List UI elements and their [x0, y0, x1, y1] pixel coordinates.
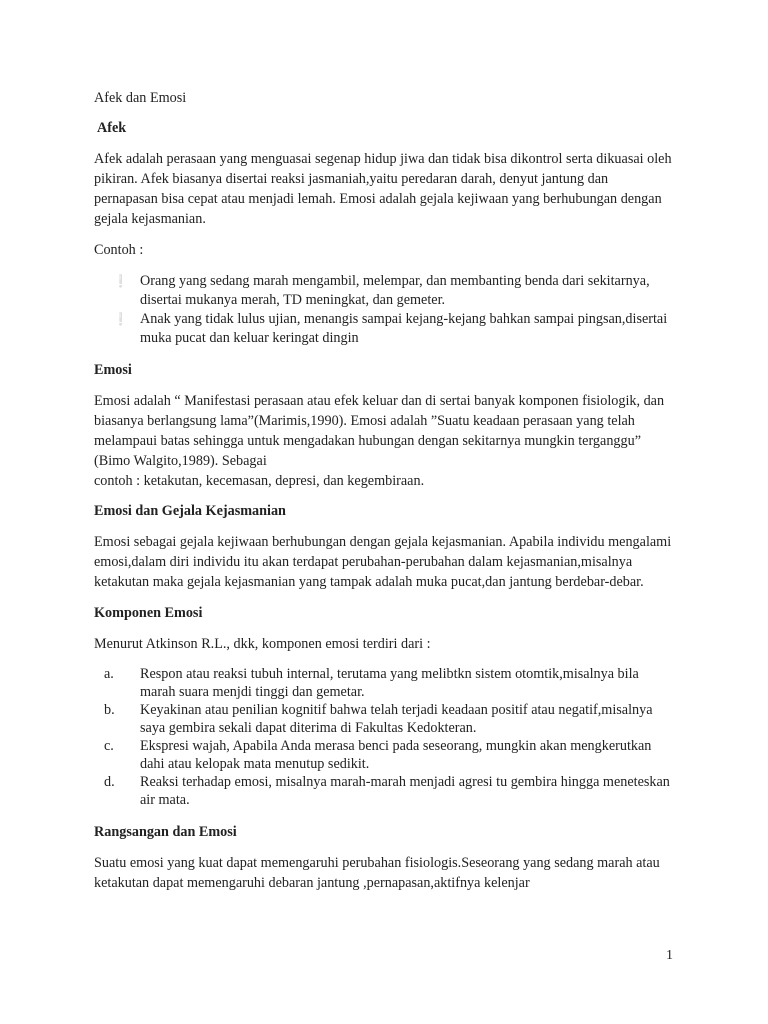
list-item	[94, 737, 674, 773]
list-marker: b.	[104, 702, 115, 718]
list-item	[94, 272, 674, 310]
paragraph-emosi-contoh: contoh : ketakutan, kecemasan, depresi, dan kegembiraan.	[94, 473, 425, 489]
list-marker: a.	[104, 666, 114, 682]
heading-rangsangan-emosi: Rangsangan dan Emosi	[94, 824, 237, 840]
list-item	[94, 665, 674, 701]
list-item-text: Orang yang sedang marah mengambil, melempar, dan membanting benda dari sekitarnya, disertai mukanya merah, TD meningkat, dan gemeter.	[140, 273, 650, 308]
bullet-icon: ❕	[113, 312, 128, 326]
contoh-label: Contoh :	[94, 242, 144, 258]
paragraph-afek: Afek adalah perasaan yang menguasai segenap hidup jiwa dan tidak bisa dikontrol serta dikuasai oleh pikiran. Afek biasanya disertai reaksi jasmaniah,yaitu peredaran darah, denyut jantung dan pernapasan bisa cepat atau menjadi lemah. Emosi adalah gejala kejiwaan yang berhubungan dengan gejala kejasmanian.	[94, 151, 672, 227]
document-title: Afek dan Emosi	[94, 90, 187, 106]
list-item-text: Ekspresi wajah, Apabila Anda merasa benci pada seseorang, mungkin akan mengkerutkan dahi atau kelopak mata menutup sedikit.	[140, 738, 652, 772]
page-number: 1	[666, 948, 673, 963]
bullet-icon: ❕	[113, 274, 128, 288]
list-marker: d.	[104, 774, 115, 790]
list-item	[94, 701, 674, 737]
document-body	[94, 88, 674, 893]
paragraph-emosi-text: Emosi adalah “ Manifestasi perasaan atau efek keluar dan di sertai banyak komponen fisiologik, dan biasanya berlangsung lama”(Marimis,1990). Emosi adalah ”Suatu keadaan perasaan yang telah melampaui batas sehingga untuk mengadakan hubungan dengan sekitarnya mungkin terganggu” (Bimo Walgito,1989). Sebagai	[94, 393, 665, 469]
contoh-bullet-list	[94, 272, 674, 348]
list-item	[94, 773, 674, 809]
paragraph-emosi	[94, 391, 674, 491]
list-item	[94, 310, 674, 348]
heading-emosi: Emosi	[94, 362, 132, 378]
heading-gejala-kejasmanian: Emosi dan Gejala Kejasmanian	[94, 503, 286, 519]
list-item-text: Reaksi terhadap emosi, misalnya marah-marah menjadi agresi tu gembira hingga meneteskan air mata.	[140, 774, 670, 808]
paragraph-komponen-intro: Menurut Atkinson R.L., dkk, komponen emosi terdiri dari :	[94, 636, 431, 652]
list-item-text: Respon atau reaksi tubuh internal, terutama yang melibtkn sistem otomtik,misalnya bila marah suara menjdi tinggi dan gemetar.	[140, 666, 639, 700]
list-marker: c.	[104, 738, 114, 754]
heading-komponen-emosi: Komponen Emosi	[94, 605, 203, 621]
list-item-text: Keyakinan atau penilian kognitif bahwa telah terjadi keadaan positif atau negatif,misalnya saya gembira sekali dapat diterima di Fakultas Kedokteran.	[140, 702, 653, 736]
komponen-list	[94, 665, 674, 809]
paragraph-rangsangan-emosi: Suatu emosi yang kuat dapat memengaruhi perubahan fisiologis.Seseorang yang sedang marah atau ketakutan dapat memengaruhi debaran jantung ,pernapasan,aktifnya kelenjar	[94, 855, 660, 891]
heading-afek: Afek	[97, 120, 127, 136]
paragraph-gejala-kejasmanian: Emosi sebagai gejala kejiwaan berhubungan dengan gejala kejasmanian. Apabila individu mengalami emosi,dalam diri individu itu akan terdapat perubahan-perubahan dalam kejasmanian,misalnya ketakutan maka gejala kejasmanian yang tampak adalah muka pucat,dan jantung berdebar-debar.	[94, 534, 672, 590]
list-item-text: Anak yang tidak lulus ujian, menangis sampai kejang-kejang bahkan sampai pingsan,disertai muka pucat dan keluar keringat dingin	[140, 311, 668, 346]
